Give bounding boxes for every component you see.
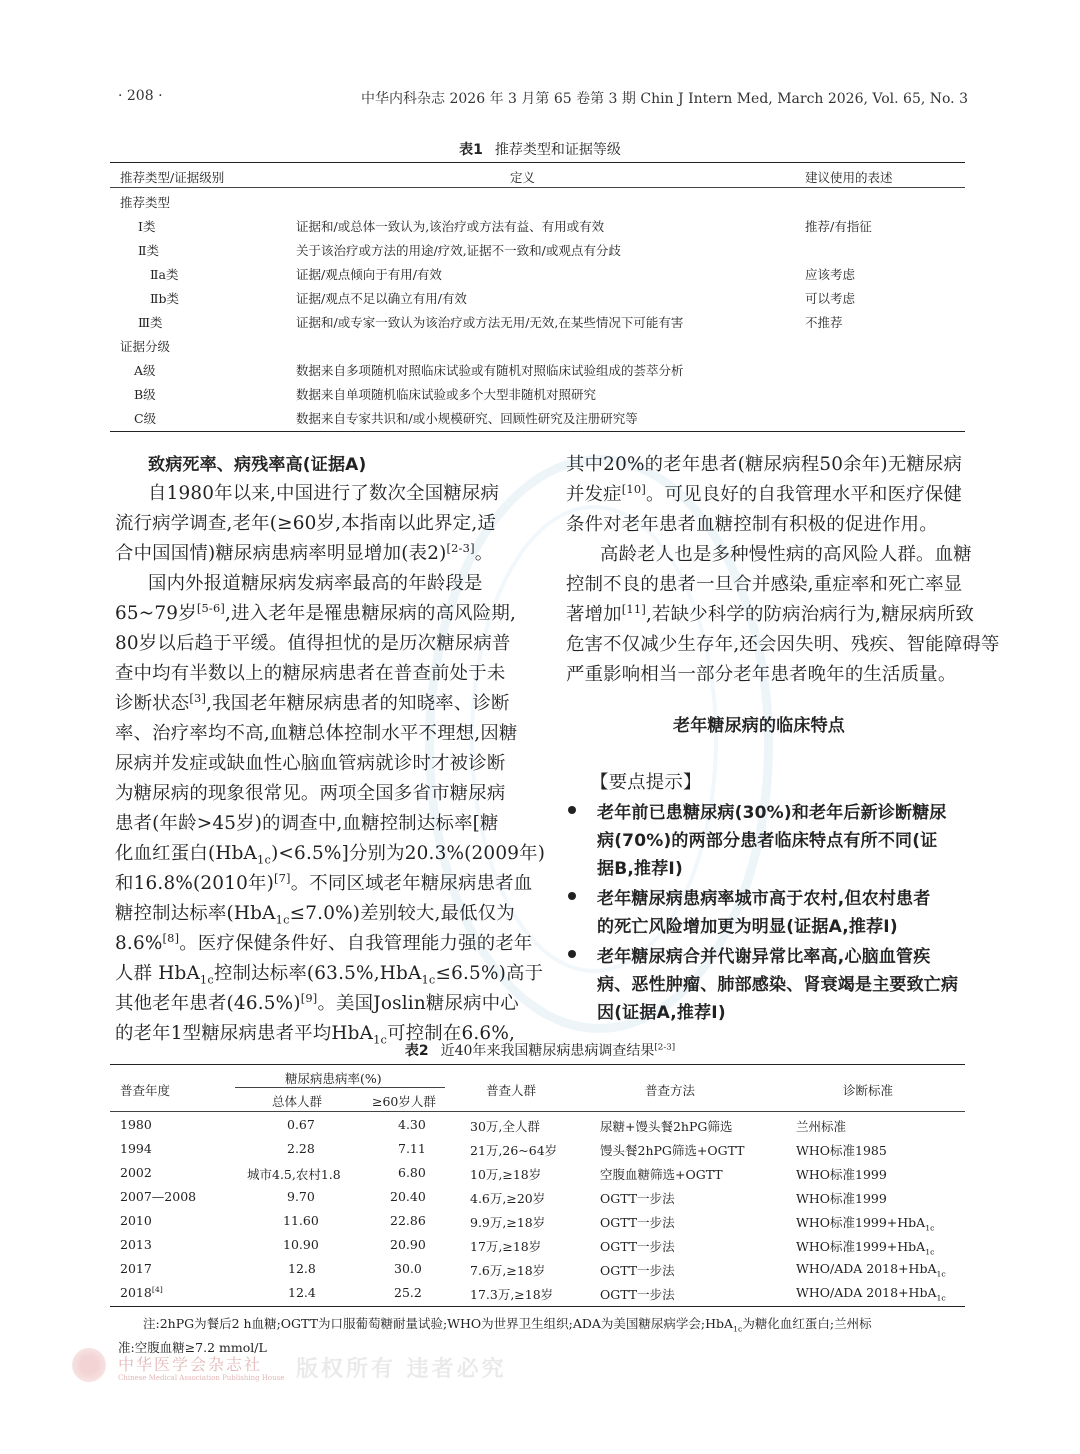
table1-row-c1: Ⅲ类 xyxy=(138,315,163,330)
table1-header-col2: 定义 xyxy=(510,170,536,185)
table1-row-c1: Ⅱ类 xyxy=(138,243,159,258)
keypoint-line: 因(证据A,推荐Ⅰ) xyxy=(597,1003,726,1023)
table2-header-population: 普查人群 xyxy=(486,1083,537,1098)
table1-row: 推荐类型 xyxy=(120,195,171,210)
table1-header-rule xyxy=(110,187,965,188)
left-line: 8.6%[8]。医疗保健条件好、自我管理能力强的老年 xyxy=(115,930,533,954)
table1-bottom-rule xyxy=(110,431,965,432)
table1-row-c2: 证据/观点倾向于有用/有效 xyxy=(296,267,442,282)
table1-row-c1: Ⅱa类 xyxy=(150,267,179,282)
keypoint-line: 的死亡风险增加更为明显(证据A,推荐Ⅰ) xyxy=(597,917,898,937)
table1-row-c3: 可以考虑 xyxy=(805,291,856,306)
keypoint-line: 病、恶性肿瘤、肺部感染、肾衰竭是主要致亡病 xyxy=(597,975,959,995)
table2-bottom-rule xyxy=(110,1306,965,1307)
table1-title: 推荐类型和证据等级 xyxy=(494,142,621,158)
table1-row-c2: 关于该治疗或方法的用途/疗效,证据不一致和/或观点有分歧 xyxy=(296,243,621,258)
left-line: 其他老年患者(46.5%)[9]。美国Joslin糖尿病中心 xyxy=(115,990,519,1014)
table1-row-c1: Ⅱb类 xyxy=(150,291,179,306)
bullet-icon xyxy=(568,950,576,958)
table1-caption xyxy=(0,139,1080,159)
table1-row-c2: 数据来自单项随机临床试验或多个大型非随机对照研究 xyxy=(296,387,597,402)
left-line: 国内外报道糖尿病发病率最高的年龄段是 xyxy=(148,573,483,594)
table1-row-c1: Ⅰ类 xyxy=(138,219,156,234)
publisher-logo-icon xyxy=(72,1348,106,1382)
right-line: 著增加[11],若缺少科学的防病治病行为,糖尿病所致 xyxy=(566,601,975,625)
publisher-subtitle: Chinese Medical Association Publishing House xyxy=(118,1374,285,1382)
bullet-icon xyxy=(568,892,576,900)
table1-row-c2: 数据来自多项随机对照临床试验或有随机对照临床试验组成的荟萃分析 xyxy=(296,363,684,378)
table1-row-c1: C级 xyxy=(134,411,157,426)
right-line: 其中20%的老年患者(糖尿病程50余年)无糖尿病 xyxy=(566,454,963,475)
copyright-tag: 版权所有 违者必究 xyxy=(296,1356,507,1382)
left-line: 和16.8%(2010年)[7]。不同区域老年糖尿病患者血 xyxy=(115,870,533,894)
journal-header: 中华内科杂志 2026 年 3 月第 65 卷第 3 期 Chin J Intern Med, March 2026, Vol. 65, No. 3 xyxy=(361,91,968,107)
keypoint-line: 老年糖尿病患病率城市高于农村,但农村患者 xyxy=(597,889,931,909)
table1-row-c1: 证据分级 xyxy=(120,339,171,354)
table1-row-c2: 证据和/或专家一致认为该治疗或方法无用/无效,在某些情况下可能有害 xyxy=(296,315,684,330)
table2-subheader-rule xyxy=(235,1087,445,1088)
keypoint-line: 老年糖尿病合并代谢异常比率高,心脑血管疾 xyxy=(597,947,931,967)
table1-header-col3: 建议使用的表述 xyxy=(805,170,893,185)
table1-row-c3: 应该考虑 xyxy=(805,267,856,282)
left-section-heading: 致病死率、病残率高(证据A) xyxy=(148,455,367,475)
left-line: 自1980年以来,中国进行了数次全国糖尿病 xyxy=(148,483,500,504)
left-line: 流行病学调查,老年(≥60岁,本指南以此界定,适 xyxy=(115,513,496,534)
left-line: 率、治疗率均不高,血糖总体控制水平不理想,因糖 xyxy=(115,723,518,744)
left-line: 的老年1型糖尿病患者平均HbA$_{1c}$可控制在6.6%, xyxy=(115,1023,516,1047)
table2-header-60: ≥60岁人群 xyxy=(372,1094,436,1109)
left-line: 糖控制达标率(HbA$_{1c}$≤7.0%)差别较大,最低仅为 xyxy=(115,903,515,927)
table1-row-c1: B级 xyxy=(134,387,156,402)
table1-label: 表1 xyxy=(459,142,483,158)
left-line: 65~79岁[5-6],进入老年是罹患糖尿病的高风险期, xyxy=(115,600,516,624)
table1-row-c3: 推荐/有指征 xyxy=(805,219,872,234)
left-line: 尿病并发症或缺血性心脑血管病就诊时才被诊断 xyxy=(115,753,506,774)
bullet-icon xyxy=(568,806,576,814)
left-line: 80岁以后趋于平缓。值得担忧的是历次糖尿病普 xyxy=(115,633,511,654)
table2-note: 准:空腹血糖≥7.2 mmol/L xyxy=(118,1340,267,1355)
left-line: 人群 HbA$_{1c}$控制达标率(63.5%,HbA$_{1c}$≤6.5%)高于 xyxy=(115,963,544,987)
table2-header-prevalence: 糖尿病患病率(%) xyxy=(285,1071,382,1086)
table2-top-rule xyxy=(110,1064,965,1065)
right-line: 控制不良的患者一旦合并感染,重症率和死亡率显 xyxy=(566,574,963,595)
table1-top-rule xyxy=(110,162,965,163)
left-line: 诊断状态[3],我国老年糖尿病患者的知晓率、诊断 xyxy=(115,690,510,714)
table1-row-c1: A级 xyxy=(134,363,156,378)
table1-row-c2: 证据/观点不足以确立有用/有效 xyxy=(296,291,467,306)
table2-header-method: 普查方法 xyxy=(645,1083,696,1098)
table2-note: 注:2hPG为餐后2 h血糖;OGTT为口服葡萄糖耐量试验;WHO为世界卫生组织;ADA为美国糖尿病学会;HbA$_{1c}$为糖化血红蛋白;兰州标 xyxy=(143,1316,872,1334)
left-line: 为糖尿病的现象很常见。两项全国多省市糖尿病 xyxy=(115,783,506,804)
right-line: 严重影响相当一部分老年患者晚年的生活质量。 xyxy=(566,664,957,685)
right-line: 危害不仅减少生存年,还会因失明、残疾、智能障碍等 xyxy=(566,634,1000,655)
keypoint-line: 病(70%)的两部分患者临床特点有所不同(证 xyxy=(597,831,938,851)
table1-row-c2: 数据来自专家共识和/或小规模研究、回顾性研究及注册研究等 xyxy=(296,411,638,426)
table2-header-year: 普查年度 xyxy=(120,1083,171,1098)
left-line: 查中均有半数以上的糖尿病患者在普查前处于未 xyxy=(115,663,506,684)
page-number: · 208 · xyxy=(118,88,163,104)
table2-header-criteria: 诊断标准 xyxy=(843,1083,894,1098)
right-line: 并发症[10]。可见良好的自我管理水平和医疗保健 xyxy=(566,481,963,505)
table1-row-c2: 证据和/或总体一致认为,该治疗或方法有益、有用或有效 xyxy=(296,219,605,234)
table1-row-c3: 不推荐 xyxy=(805,315,843,330)
left-line: 合中国国情)糖尿病患病率明显增加(表2)[2-3]。 xyxy=(115,540,494,564)
table2-header-total: 总体人群 xyxy=(272,1094,323,1109)
keypoint-line: 据B,推荐Ⅰ) xyxy=(597,859,683,879)
keypoints-title: 【要点提示】 xyxy=(590,772,702,793)
right-line: 条件对老年患者血糖控制有积极的促进作用。 xyxy=(566,514,938,535)
left-line: 化血红蛋白(HbA$_{1c}$)<6.5%]分别为20.3%(2009年) xyxy=(115,843,546,867)
table2-caption: 表2 近40年来我国糖尿病患病调查结果[2-3] xyxy=(404,1042,676,1059)
section-title: 老年糖尿病的临床特点 xyxy=(673,716,845,736)
keypoint-line: 老年前已患糖尿病(30%)和老年后新诊断糖尿 xyxy=(597,803,947,823)
table2-header-rule xyxy=(110,1111,965,1112)
left-line: 患者(年龄>45岁)的调查中,血糖控制达标率[糖 xyxy=(115,813,499,834)
table1-header-col1: 推荐类型/证据级别 xyxy=(120,170,225,185)
right-line: 高龄老人也是多种慢性病的高风险人群。血糖 xyxy=(600,544,972,565)
publisher-name: 中华医学会杂志社 xyxy=(118,1355,263,1374)
